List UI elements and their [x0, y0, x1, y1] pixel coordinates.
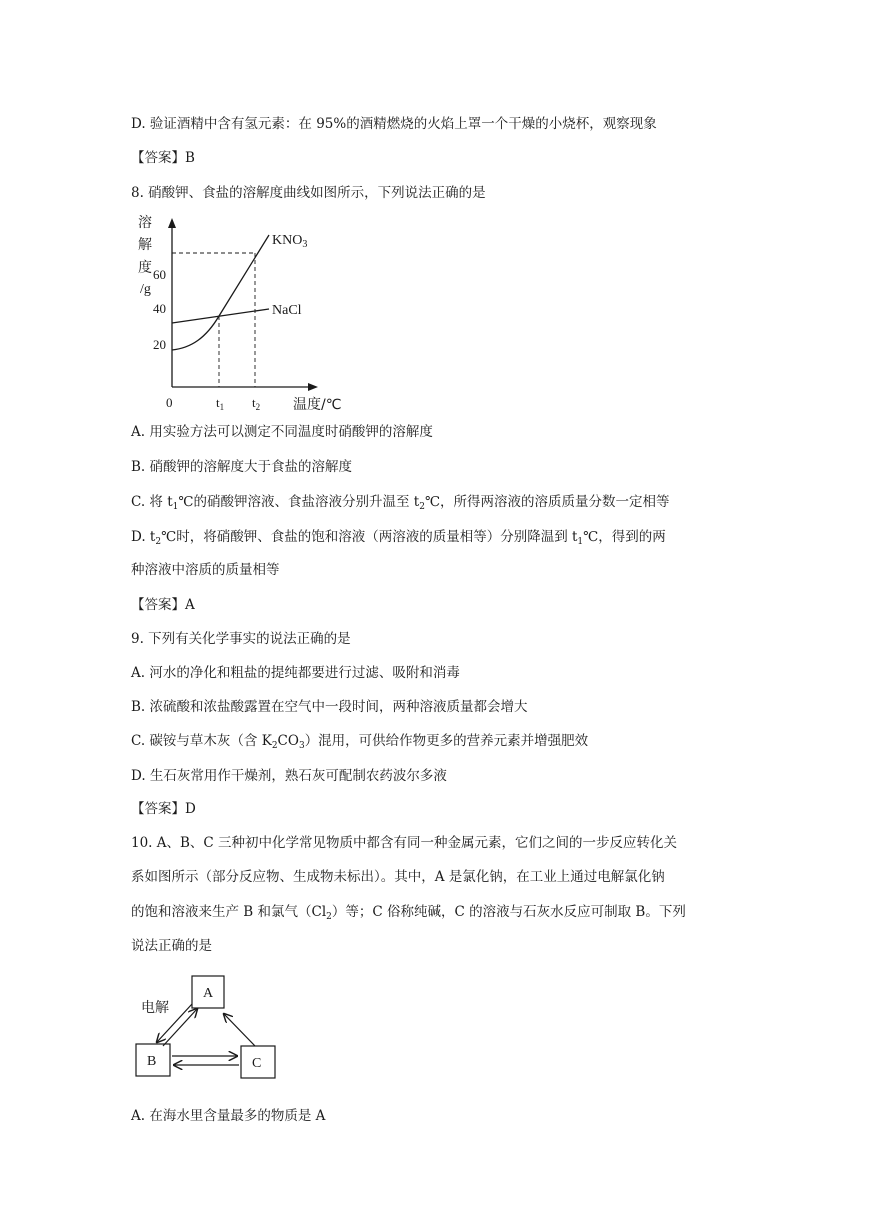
nacl-curve — [172, 309, 269, 323]
y-tick-20: 20 — [153, 337, 166, 352]
q10-option-a: A. 在海水里含量最多的物质是 A — [131, 1108, 326, 1124]
ylabel-char-4: /g — [140, 282, 151, 297]
q8-option-a: A. 用实验方法可以测定不同温度时硝酸钾的溶解度 — [131, 424, 433, 440]
q7-option-d: D. 验证酒精中含有氢元素：在 95%的酒精燃烧的火焰上罩一个干燥的小烧杯，观察现象 — [131, 116, 657, 132]
question-10-line-3: 的饱和溶液来生产 B 和氯气$(Cl_2)$等；C 俗称纯碱，C 的溶液与石灰水反应可制取 B。下列 — [131, 904, 686, 922]
question-10-line-2: 系如图所示（部分反应物、生成物未标出）。其中，A 是氯化钠，在工业上通过电解氯化钠 — [131, 869, 665, 885]
x-axis-label: 温度/℃ — [293, 397, 342, 410]
q8-option-c: C. 将 $t_1℃$的硝酸钾溶液、食盐溶液分别升温至 $t_2℃$，所得两溶液的溶质质量分数一定相等 — [131, 494, 670, 512]
y-tick-60: 60 — [153, 267, 166, 282]
y-axis-arrow — [168, 218, 176, 228]
answer-8: 【答案】A — [131, 597, 195, 613]
node-b-label: B — [147, 1054, 157, 1069]
q9-option-c: C. 碳铵与草木灰（含 $K_2CO_3$）混用，可供给作物更多的营养元素并增强肥效 — [131, 733, 589, 751]
q8-option-d-continued: 种溶液中溶质的质量相等 — [131, 562, 280, 578]
q8-option-b: B. 硝酸钾的溶解度大于食盐的溶解度 — [131, 459, 353, 475]
answer-9: 【答案】D — [131, 801, 196, 817]
ylabel-char-3: 度 — [138, 260, 152, 276]
y-tick-40: 40 — [153, 301, 166, 316]
ylabel-char-2: 解 — [138, 237, 152, 253]
x-tick-0: 0 — [166, 395, 173, 410]
q9-option-a: A. 河水的净化和粗盐的提纯都要进行过滤、吸附和消毒 — [131, 665, 460, 681]
question-10-line-4: 说法正确的是 — [131, 938, 212, 954]
question-9: 9. 下列有关化学事实的说法正确的是 — [131, 631, 351, 647]
kno3-curve — [172, 235, 269, 350]
x-tick-t2: $t_2$ — [252, 395, 261, 410]
x-tick-t1: $t_1$ — [216, 395, 225, 410]
node-c-label: C — [252, 1056, 262, 1071]
q8-option-d: D. $t_2℃$时，将硝酸钾、食盐的饱和溶液（两溶液的质量相等）分别降温到 $t_1℃$，得到的两 — [131, 529, 666, 547]
x-axis-arrow — [308, 383, 318, 391]
reaction-diagram — [131, 968, 291, 1088]
arrow-c-to-a — [224, 1014, 255, 1046]
question-10-line-1: 10. A、B、C 三种初中化学常见物质中都含有同一种金属元素，它们之间的一步反应转化关 — [131, 835, 678, 851]
q9-option-d: D. 生石灰常用作干燥剂，熟石灰可配制农药波尔多液 — [131, 768, 447, 784]
series-label-kno3: $KNO_3$ — [272, 233, 308, 250]
answer-7: 【答案】B — [131, 150, 195, 166]
node-a-label: A — [203, 986, 214, 1001]
series-label-nacl: NaCl — [272, 303, 302, 318]
ylabel-char-1: 溶 — [138, 215, 152, 231]
q9-option-b: B. 浓硫酸和浓盐酸露置在空气中一段时间，两种溶液质量都会增大 — [131, 699, 528, 715]
question-8: 8. 硝酸钾、食盐的溶解度曲线如图所示，下列说法正确的是 — [131, 185, 486, 201]
solubility-chart — [131, 210, 371, 410]
edge-label-electrolysis: 电解 — [141, 1000, 169, 1016]
